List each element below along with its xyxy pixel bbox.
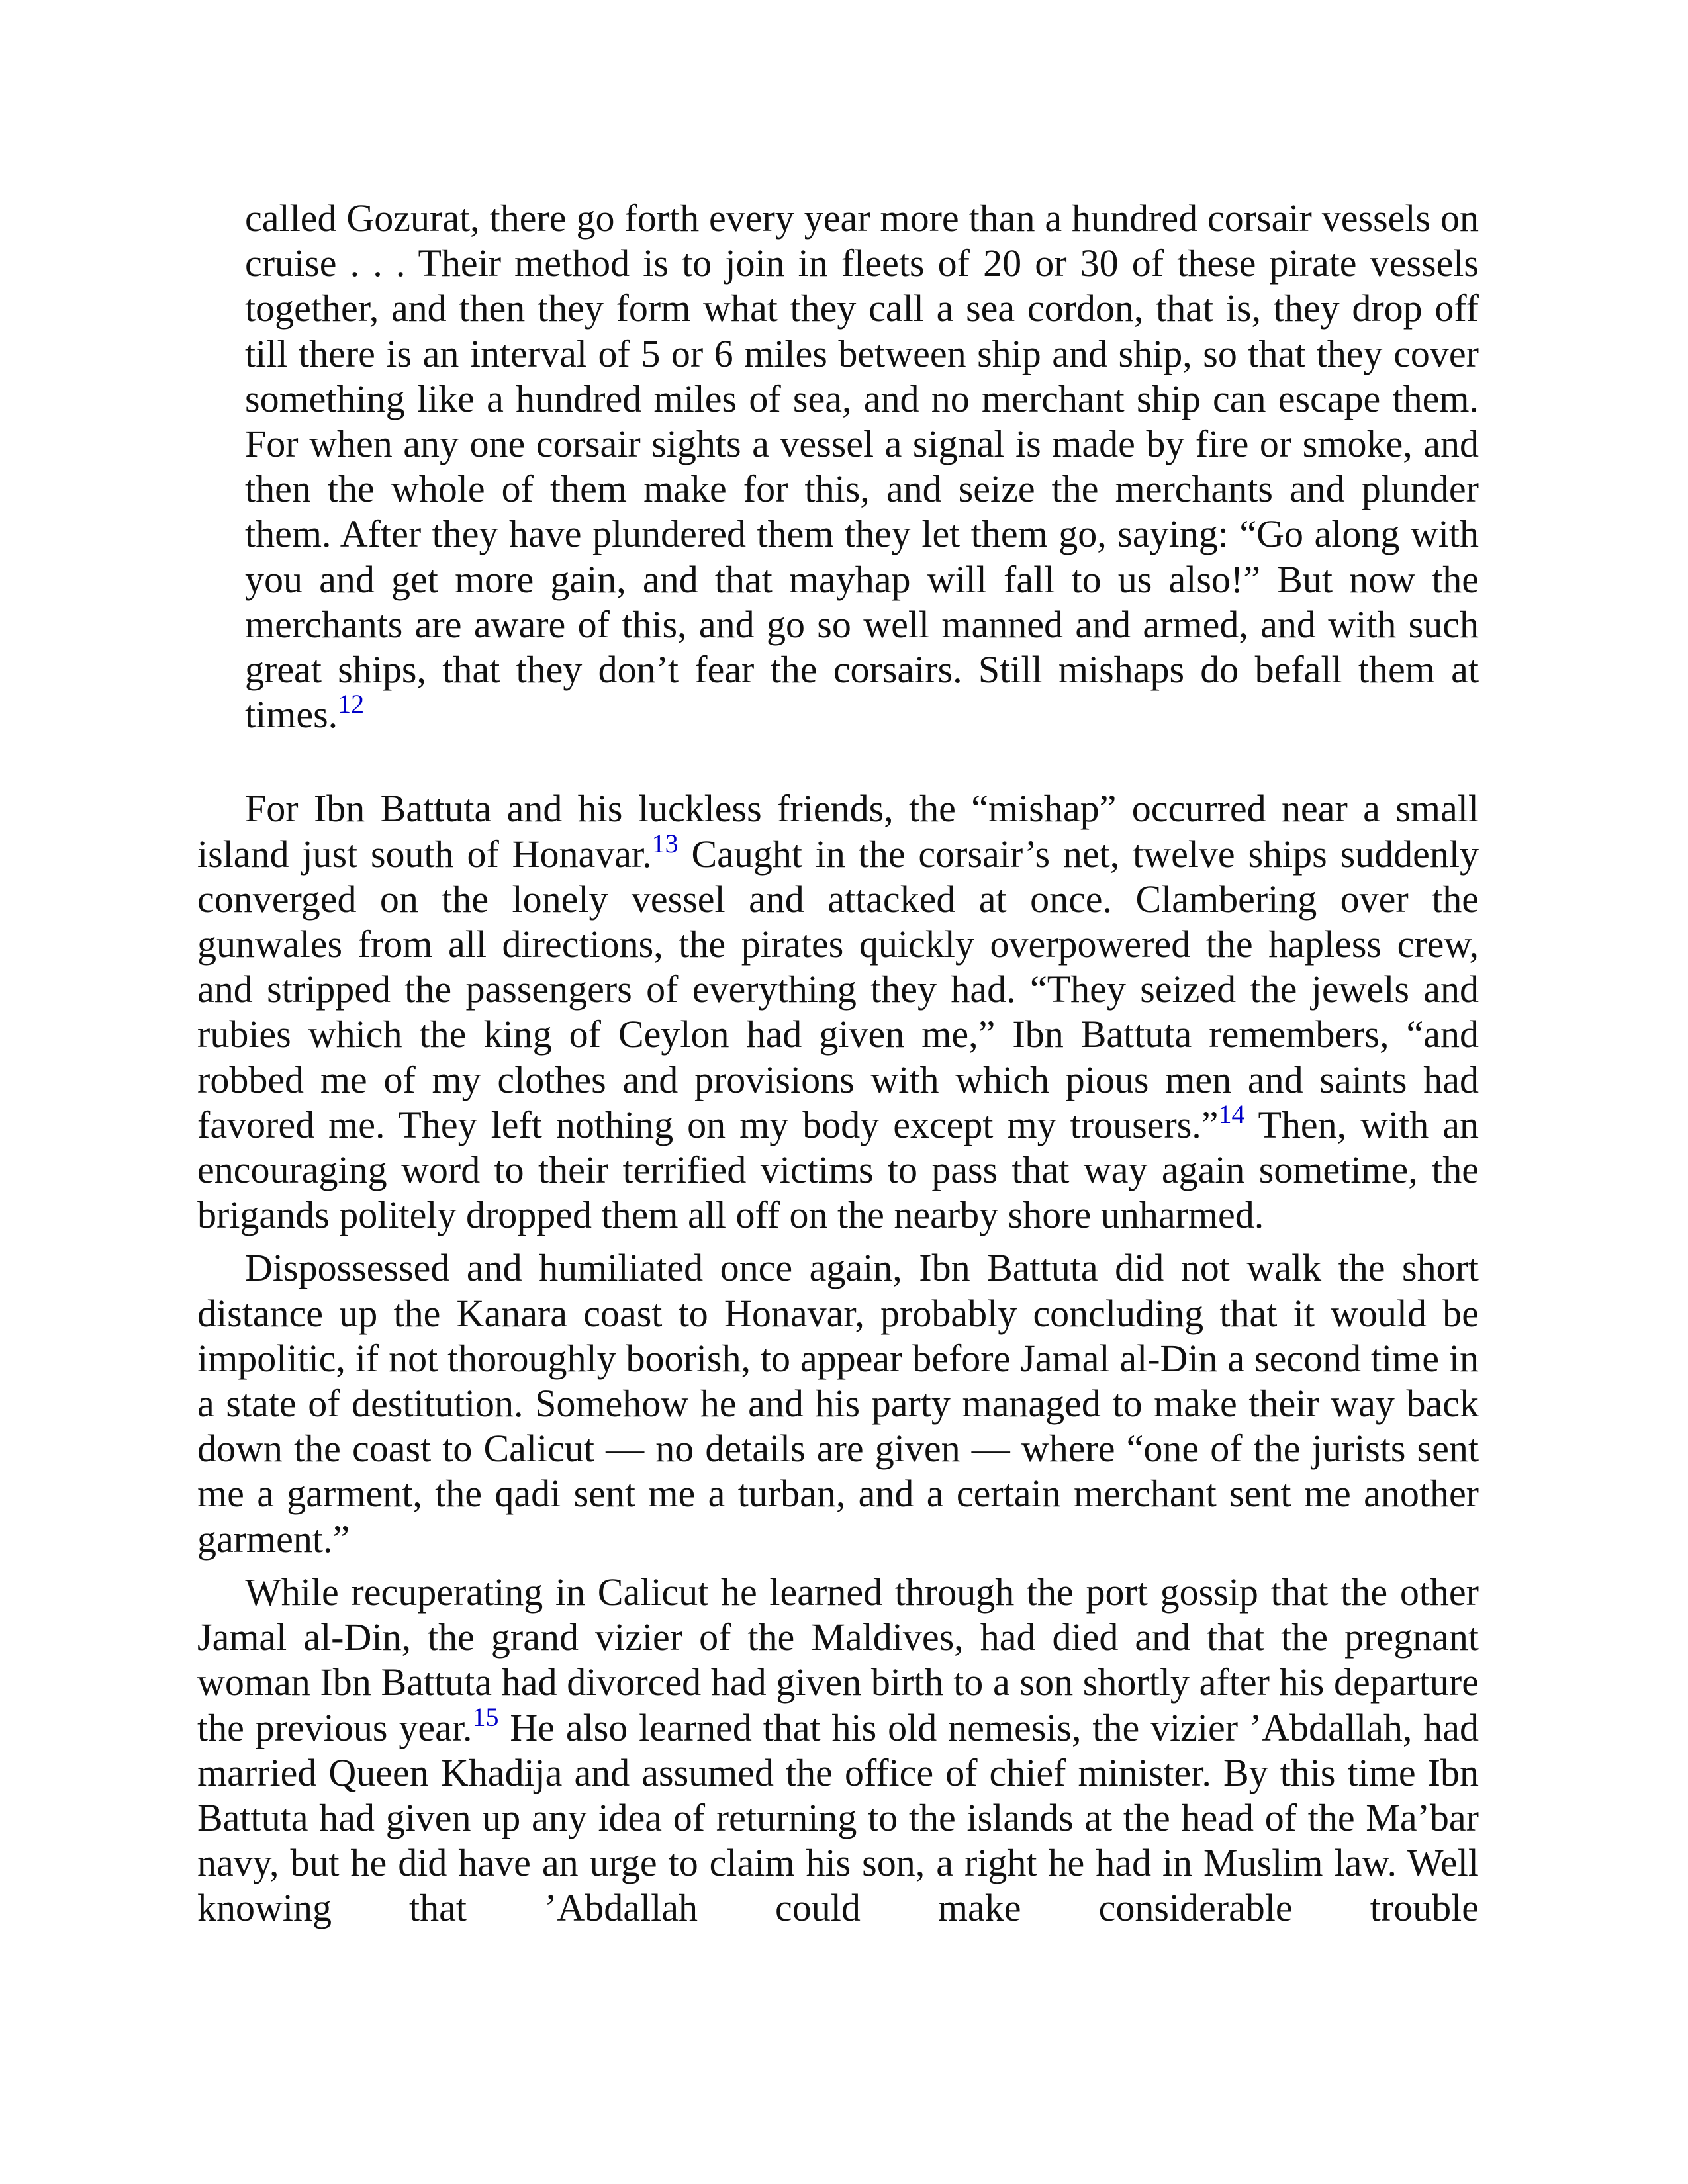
paragraph-return-to-calicut bbox=[197, 1246, 1479, 1561]
page bbox=[197, 196, 1479, 1939]
paragraph-text: Then, with an encouraging word to their terrified victims to pass that way again sometime, the brigands politely dropped them all off on the nearby shore unharmed. bbox=[197, 1103, 1479, 1237]
footnote-link-14[interactable]: 14 bbox=[1218, 1099, 1245, 1129]
block-quote-text: called Gozurat, there go forth every year more than a hundred corsair vessels on cruise . . . Their method is to join in fleets of 20 or 30 of these pirate vessels together, and then they form what they call a sea cordon, that is, they drop off till there is an interval of 5 or 6 miles between ship and ship, so that they cover something like a hundred miles of sea, and no merchant ship can escape them. For when any one corsair sights a vessel a signal is made by fire or smoke, and then the whole of them make for this, and seize the merchants and plunder them. After they have plundered them they let them go, saying: “Go along with you and get more gain, and that mayhap will fall to us also!” But now the merchants are aware of this, and go so well manned and armed, and with such great ships, that they don’t fear the corsairs. Still mishaps do befall them at times. bbox=[245, 197, 1479, 737]
paragraph-text: Caught in the corsair’s net, twelve ships suddenly converged on the lonely vessel and attacked at once. Clambering over the gunwales from all directions, the pirates quickly overpowered the hapless crew, and stripped the passengers of everything they had. “They seized the jewels and rubies which the king of Ceylon had given me,” Ibn Battuta remembers, “and robbed me of my clothes and provisions with which pious men and saints had favored me. They left nothing on my body except my trousers.” bbox=[197, 832, 1479, 1146]
paragraph-text: Dispossessed and humiliated once again, Ibn Battuta did not walk the short distance up the Kanara coast to Honavar, probably concluding that it would be impolitic, if not thoroughly boorish, to appear before Jamal al-Din a second time in a state of destitution. Somehow he and his party managed to make their way back down the coast to Calicut — no details are given — where “one of the jurists sent me a garment, the qadi sent me a turban, and a certain merchant sent me another garment.” bbox=[197, 1246, 1479, 1561]
body-text bbox=[197, 786, 1479, 1931]
paragraph-text: For Ibn Battuta and his luckless friends, the “mishap” occurred near a small island just south of Honavar. bbox=[197, 787, 1479, 876]
footnote-link-15[interactable]: 15 bbox=[472, 1702, 499, 1732]
paragraph-text: He also learned that his old nemesis, the vizier ’Abdallah, had married Queen Khadija and assumed the office of chief minister. By this time Ibn Battuta had given up any idea of returning to the islands at the head of the Ma’bar navy, but he did have an urge to claim his son, a right he had in Muslim law. Well knowing that ’Abdallah could make considerable trouble bbox=[197, 1706, 1479, 1930]
footnote-link-12[interactable]: 12 bbox=[338, 689, 365, 719]
paragraph-maldives-news bbox=[197, 1570, 1479, 1931]
footnote-link-13[interactable]: 13 bbox=[651, 828, 679, 858]
paragraph-pirate-attack bbox=[197, 786, 1479, 1238]
block-quote-paragraph bbox=[245, 196, 1479, 737]
block-quote bbox=[245, 196, 1479, 737]
paragraph-text: While recuperating in Calicut he learned through the port gossip that the other Jamal al-Din, the grand vizier of the Maldives, had died and that the pregnant woman Ibn Battuta had divorced had given birth to a son shortly after his departure the previous year. bbox=[197, 1570, 1479, 1749]
